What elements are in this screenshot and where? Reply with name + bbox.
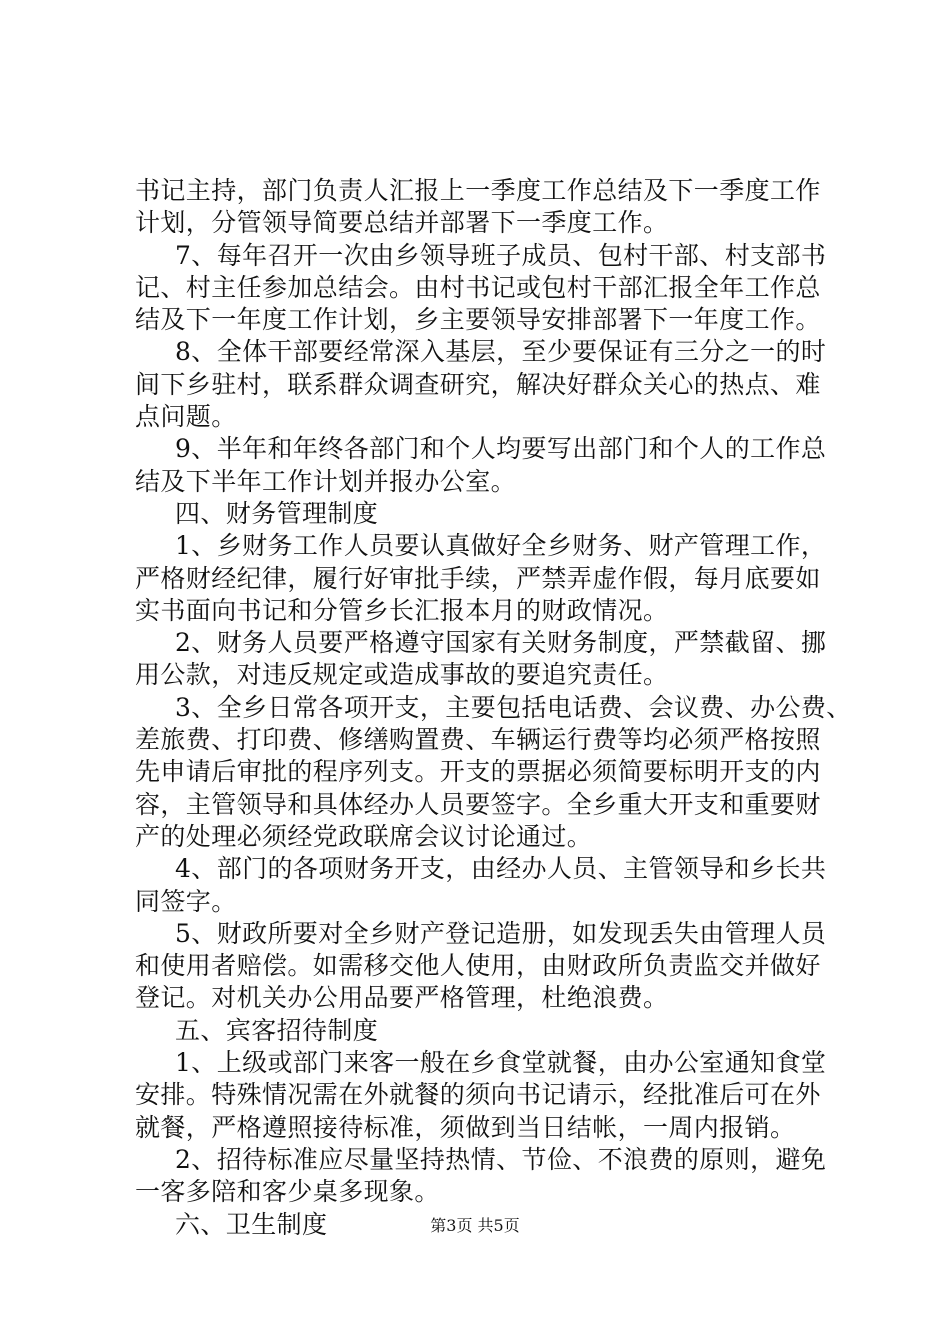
text-line: 就餐，严格遵照接待标准，须做到当日结帐，一周内报销。: [135, 1112, 796, 1142]
text-line: 点问题。: [135, 402, 237, 432]
text-line: 同签字。: [135, 886, 237, 916]
text-line: 五、宾客招待制度: [175, 1015, 379, 1045]
text-line: 7、每年召开一次由乡领导班子成员、包村干部、村支部书: [175, 240, 827, 270]
text-line: 结及下半年工作计划并报办公室。: [135, 466, 517, 496]
text-line: 计划，分管领导简要总结并部署下一季度工作。: [135, 208, 669, 238]
text-line: 书记主持，部门负责人汇报上一季度工作总结及下一季度工作: [135, 176, 821, 205]
text-line: 安排。特殊情况需在外就餐的须向书记请示，经批准后可在外: [135, 1080, 821, 1110]
text-line: 容，主管领导和具体经办人员要签字。全乡重大开支和重要财: [135, 789, 821, 819]
text-line: 实书面向书记和分管乡长汇报本月的财政情况。: [135, 595, 669, 625]
text-line: 和使用者赔偿。如需移交他人使用，由财政所负责监交并做好: [135, 951, 821, 981]
text-line: 3、全乡日常各项开支，主要包括电话费、会议费、办公费、: [175, 692, 852, 722]
text-line: 9、半年和年终各部门和个人均要写出部门和个人的工作总: [175, 434, 827, 464]
text-line: 8、全体干部要经常深入基层，至少要保证有三分之一的时: [175, 337, 827, 367]
text-line: 差旅费、打印费、修缮购置费、车辆运行费等均必须严格按照: [135, 725, 821, 755]
text-line: 4、部门的各项财务开支，由经办人员、主管领导和乡长共: [175, 854, 827, 884]
text-line: 记、村主任参加总结会。由村书记或包村干部汇报全年工作总: [135, 272, 821, 302]
document-body: [135, 175, 852, 1241]
text-line: 结及下一年度工作计划，乡主要领导安排部署下一年度工作。: [135, 305, 821, 335]
text-line: 1、乡财务工作人员要认真做好全乡财务、财产管理工作，: [175, 531, 827, 561]
text-line: 2、招待标准应尽量坚持热情、节俭、不浪费的原则，避免: [175, 1144, 827, 1174]
text-line: 间下乡驻村，联系群众调查研究，解决好群众关心的热点、难: [135, 369, 821, 399]
text-line: 四、财务管理制度: [175, 498, 379, 528]
text-line: 登记。对机关办公用品要严格管理，杜绝浪费。: [135, 983, 669, 1013]
text-line: 用公款，对违反规定或造成事故的要追究责任。: [135, 660, 669, 690]
text-line: 严格财经纪律，履行好审批手续，严禁弄虚作假，每月底要如: [135, 563, 821, 593]
page-footer: 第3页 共5页: [430, 1216, 520, 1235]
text-line: 产的处理必须经党政联席会议讨论通过。: [135, 821, 593, 851]
text-line: 一客多陪和客少桌多现象。: [135, 1177, 440, 1207]
text-line: 2、财务人员要严格遵守国家有关财务制度，严禁截留、挪: [175, 628, 827, 658]
text-line: 六、卫生制度: [175, 1209, 328, 1239]
text-line: 1、上级或部门来客一般在乡食堂就餐，由办公室通知食堂: [175, 1048, 827, 1078]
text-line: 先申请后审批的程序列支。开支的票据必须简要标明开支的内: [135, 757, 821, 787]
text-line: 5、财政所要对全乡财产登记造册，如发现丢失由管理人员: [175, 918, 827, 948]
